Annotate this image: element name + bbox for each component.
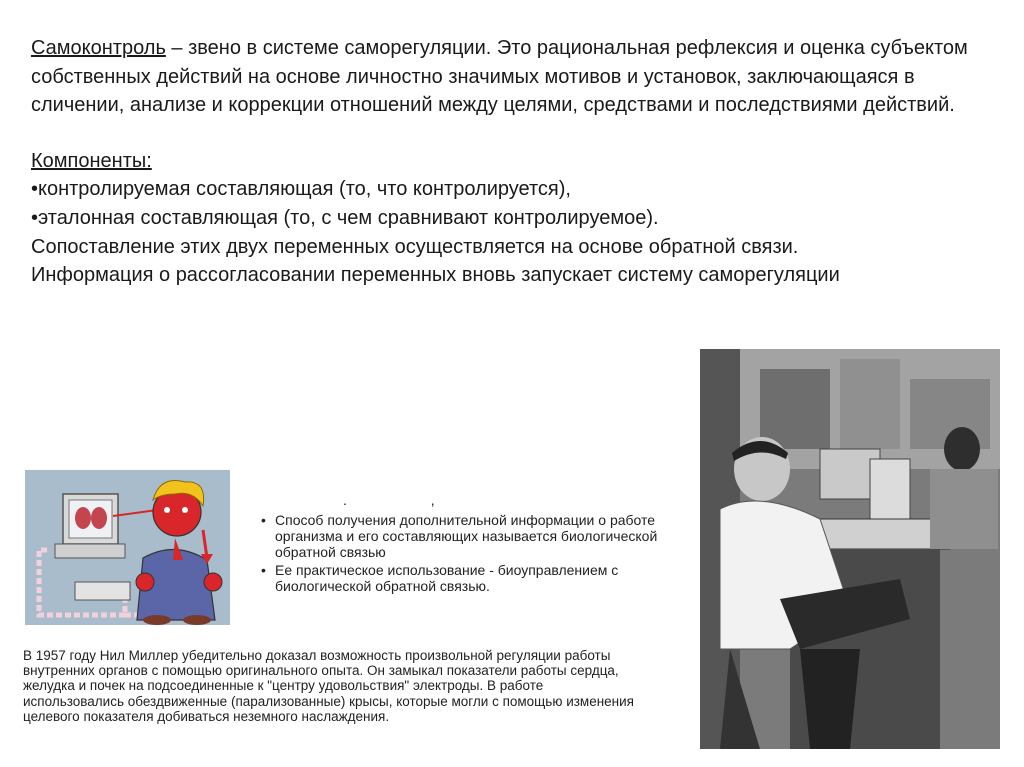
biofeedback-clipping	[25, 470, 665, 755]
comparison-line: Сопоставление этих двух переменных осуществляется на основе обратной связи.	[31, 235, 799, 258]
mismatch-line: Информация о рассогласовании переменных вновь запускает систему саморегуляции	[31, 264, 840, 287]
biofeedback-illustration	[25, 470, 230, 625]
component-item: •контролируемая составляющая (то, что контролируется),	[31, 178, 571, 201]
definition-paragraph	[31, 34, 1006, 120]
bullet-text: Способ получения дополнительной информации о работе организма и его составляющих называется биологической обратной связью	[275, 512, 658, 560]
main-text-block	[31, 34, 1006, 290]
spacer	[31, 120, 1006, 147]
component-item: •эталонная составляющая (то, с чем сравнивают контролируемое).	[31, 206, 659, 229]
scan-marks: . ,	[343, 492, 475, 508]
definition-term: Самоконтроль	[31, 37, 166, 59]
bullet-text: Ее практическое использование - биоуправлением с биологической обратной связью.	[275, 562, 619, 594]
components-heading: Компоненты:	[31, 149, 152, 172]
miller-experiment-text: В 1957 году Нил Миллер убедительно доказал возможность произвольной регуляции работы внутренних органов с помощью оригинального опыта. Он замыкал показатели работы сердца, желудка и почек на подсоединенные к "центру удовольствия" электроды. В работе использовались обездвиженные (парализованные) крысы, которые могли с помощью изменения целевого показателя добиваться неземного наслаждения.	[23, 648, 634, 724]
biofeedback-drawing-icon	[25, 470, 230, 625]
laboratory-photo	[700, 349, 1000, 749]
biofeedback-bullets	[261, 512, 661, 596]
bullet-item: • Способ получения дополнительной информации о работе организма и его составляющих называется биологической обратной связью	[261, 512, 658, 560]
bullet-item: • Ее практическое использование - биоуправлением с биологической обратной связью.	[261, 562, 619, 594]
definition-text: – звено в системе саморегуляции. Это рациональная рефлексия и оценка субъектом собственных действий на основе личностно значимых мотивов и установок, заключающаяся в сличении, анализе и коррекции отношений между целями, средствами и последствиями действий.	[31, 37, 968, 117]
lab-photo-icon	[700, 349, 1000, 749]
